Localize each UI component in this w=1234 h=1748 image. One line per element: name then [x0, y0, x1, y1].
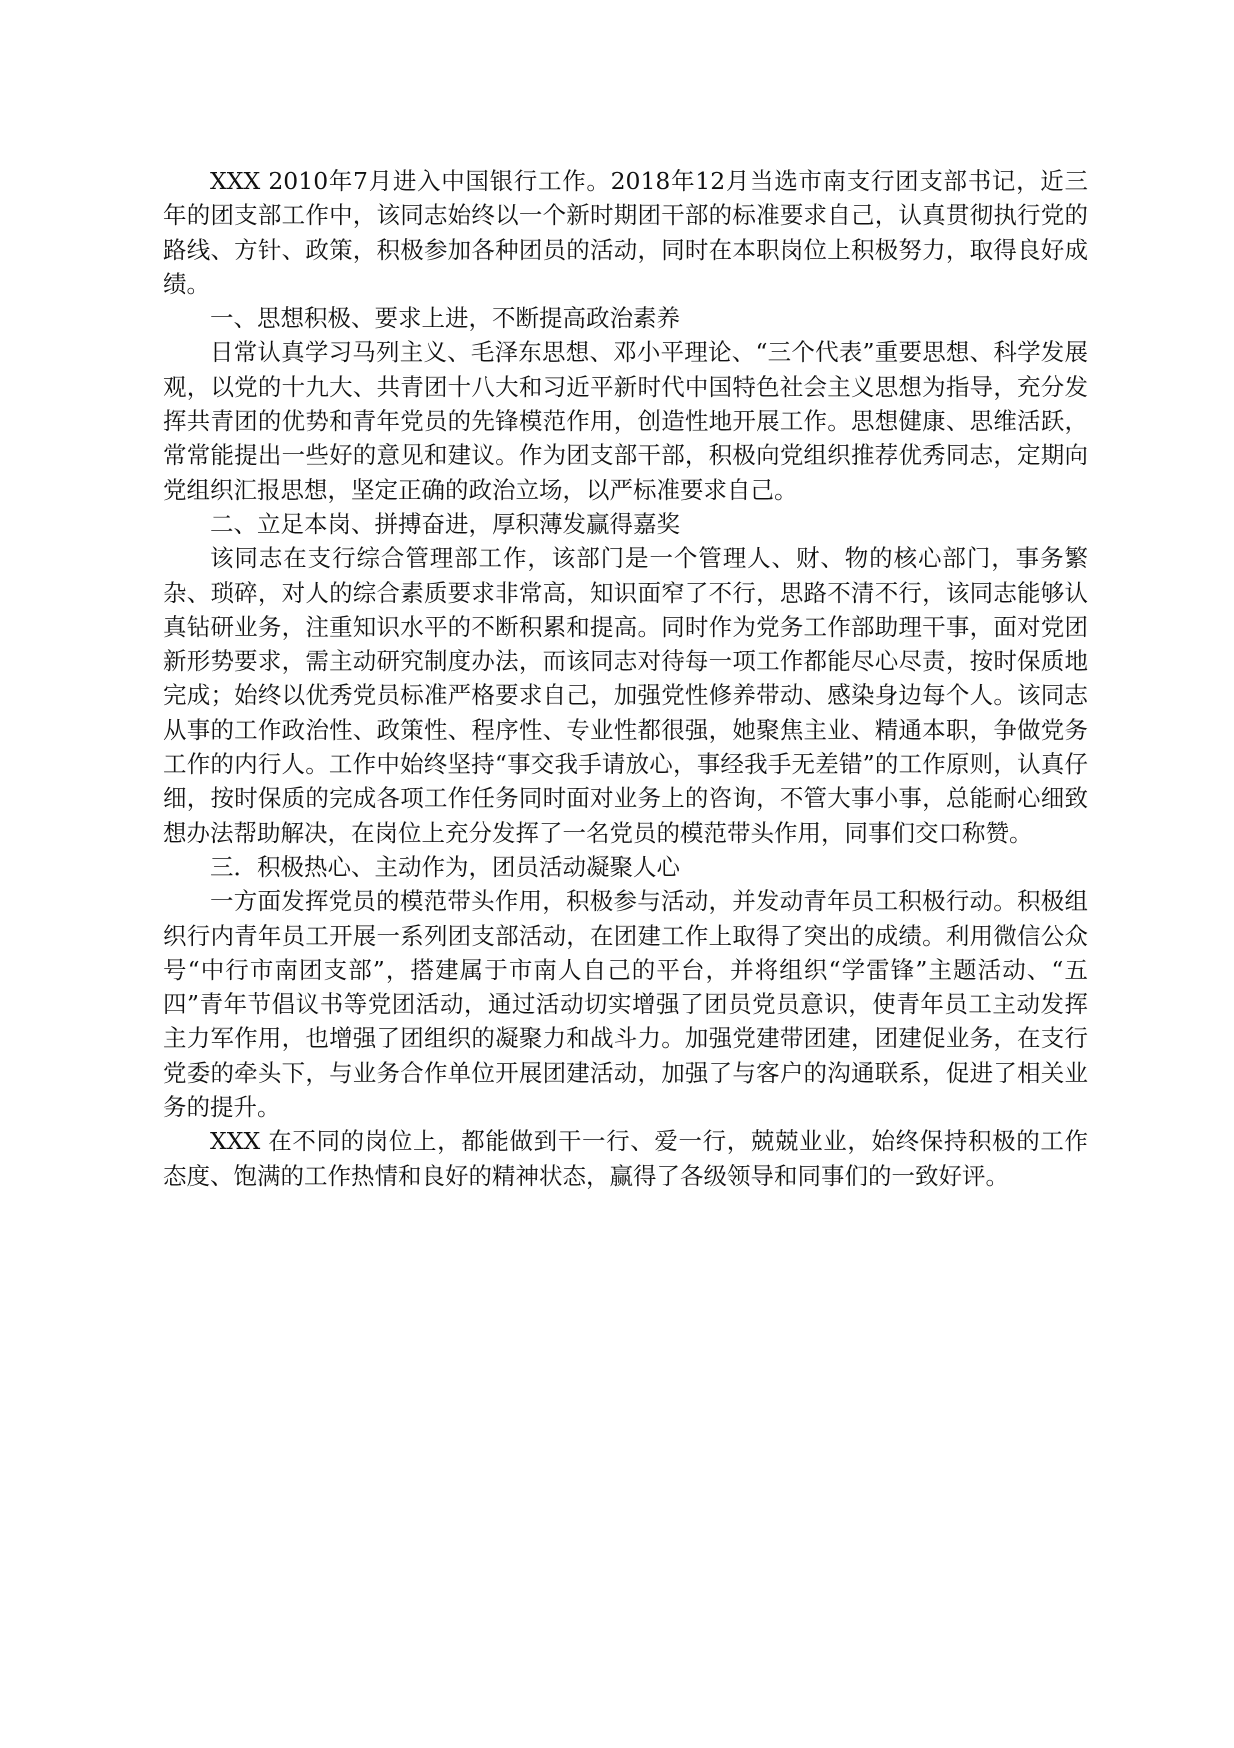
- section-1-paragraph: 日常认真学习马列主义、毛泽东思想、邓小平理论、“三个代表”重要思想、科学发展观，以党的十九大、共青团十八大和习近平新时代中国特色社会主义思想为指导，充分发挥共青团的优势和青年党员的先锋模范作用，创造性地开展工作。思想健康、思维活跃，常常能提出一些好的意见和建议。作为团支部干部，积极向党组织推荐优秀同志，定期向党组织汇报思想，坚定正确的政治立场，以严标准要求自己。: [163, 338, 1088, 504]
- section-2-paragraph: 该同志在支行综合管理部工作，该部门是一个管理人、财、物的核心部门，事务繁杂、琐碎，对人的综合素质要求非常高，知识面窄了不行，思路不清不行，该同志能够认真钻研业务，注重知识水平的不断积累和提高。同时作为党务工作部助理干事，面对党团新形势要求，需主动研究制度办法，而该同志对待每一项工作都能尽心尽责，按时保质地完成；始终以优秀党员标准严格要求自己，加强党性修养带动、感染身边每个人。该同志从事的工作政治性、政策性、程序性、专业性都很强，她聚焦主业、精通本职，争做党务工作的内行人。工作中始终坚持“事交我手请放心，事经我手无差错”的工作原则，认真仔细，按时保质的完成各项工作任务同时面对业务上的咨询，不管大事小事，总能耐心细致想办法帮助解决，在岗位上充分发挥了一名党员的模范带头作用，同事们交口称赞。: [163, 544, 1088, 847]
- section-3-paragraph: 一方面发挥党员的模范带头作用，积极参与活动，并发动青年员工积极行动。积极组织行内青年员工开展一系列团支部活动，在团建工作上取得了突出的成绩。利用微信公众号“中行市南团支部”，搭建属于市南人自己的平台，并将组织“学雷锋”主题活动、“五四”青年节倡议书等党团活动，通过活动切实增强了团员党员意识，使青年员工主动发挥主力军作用，也增强了团组织的凝聚力和战斗力。加强党建带团建，团建促业务，在支行党委的牵头下，与业务合作单位开展团建活动，加强了与客户的沟通联系，促进了相关业务的提升。: [163, 887, 1088, 1122]
- intro-paragraph: XXX 2010年7月进入中国银行工作。2018年12月当选市南支行团支部书记，近三年的团支部工作中，该同志始终以一个新时期团干部的标准要求自己，认真贯彻执行党的路线、方针、政策，积极参加各种团员的活动，同时在本职岗位上积极努力，取得良好成绩。: [163, 167, 1088, 298]
- section-heading-1: 一、思想积极、要求上进，不断提高政治素养: [210, 304, 680, 333]
- section-heading-2: 二、立足本岗、拼搏奋进，厚积薄发赢得嘉奖: [210, 509, 680, 538]
- section-heading-3: 三．积极热心、主动作为，团员活动凝聚人心: [210, 852, 680, 881]
- document-body: [163, 164, 1088, 1193]
- closing-paragraph: XXX 在不同的岗位上，都能做到干一行、爱一行，兢兢业业，始终保持积极的工作态度、饱满的工作热情和良好的精神状态，赢得了各级领导和同事们的一致好评。: [163, 1127, 1088, 1190]
